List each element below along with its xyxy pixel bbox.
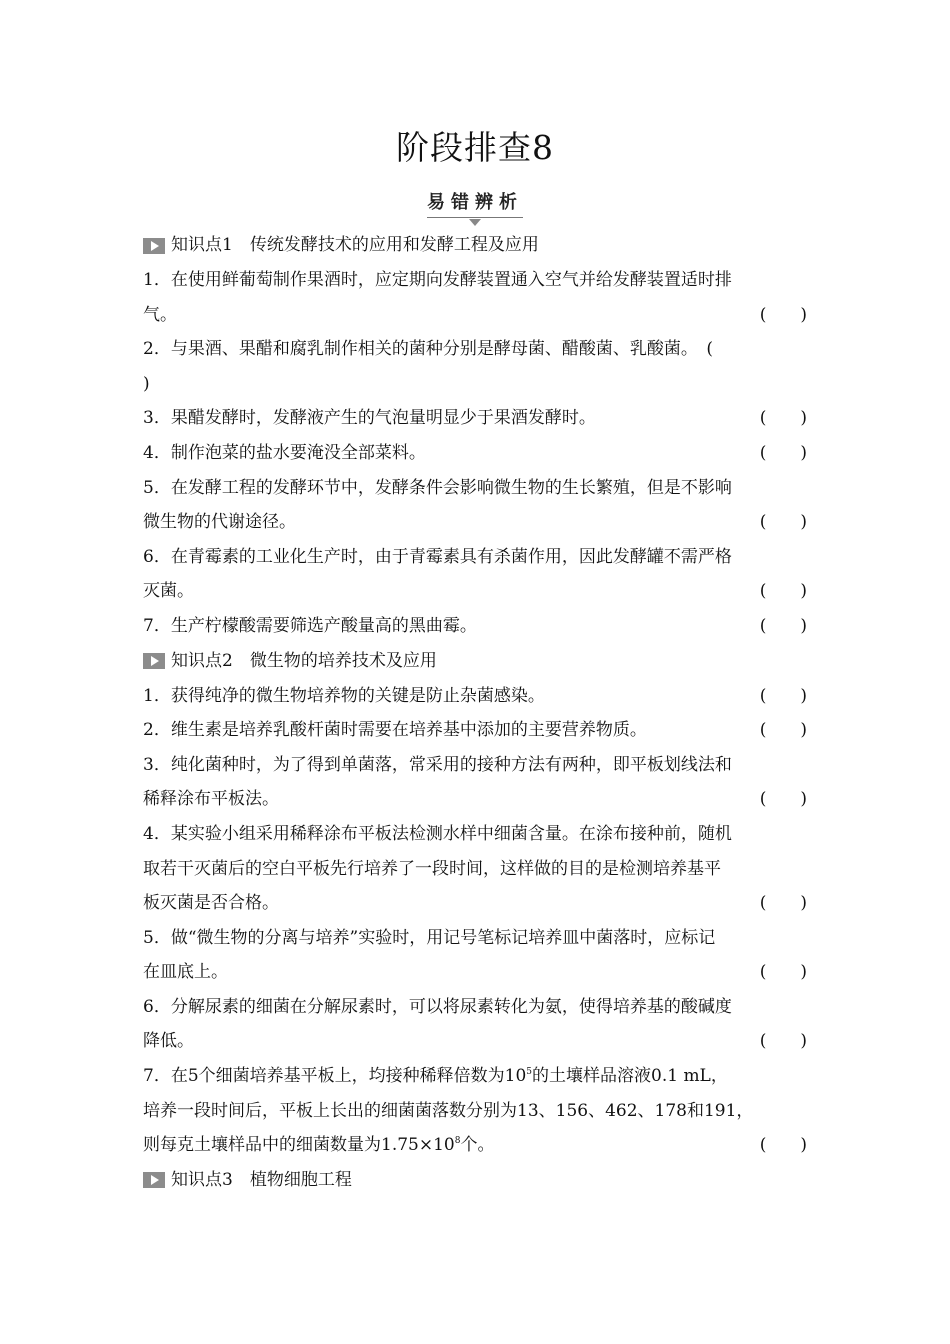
section-badge-wrap [0, 188, 950, 218]
answer-bracket: ( ) [759, 789, 807, 810]
play-icon [143, 653, 165, 669]
question-line [143, 1059, 807, 1094]
answer-bracket: ( ) [759, 1031, 807, 1052]
question-line [143, 263, 807, 298]
play-icon [143, 238, 165, 254]
answer-bracket: ( ) [759, 1135, 807, 1156]
question-text: 7．在5个细菌培养基平板上，均接种稀释倍数为$10^5$的土壤样品溶液0.1 mL， [143, 1066, 728, 1087]
question-item [143, 401, 807, 436]
question-text: 在皿底上。 [143, 962, 228, 983]
answer-bracket: ( ) [759, 685, 807, 706]
answer-bracket: ( ) [759, 615, 807, 636]
answer-bracket: ( ) [759, 408, 807, 429]
question-text: 取若干灭菌后的空白平板先行培养了一段时间，这样做的目的是检测培养基平 [143, 858, 721, 879]
question-item [143, 817, 807, 921]
question-text: 6．在青霉素的工业化生产时，由于青霉素具有杀菌作用，因此发酵罐不需严格 [143, 546, 732, 567]
question-line [143, 401, 807, 436]
question-line [143, 1094, 807, 1129]
section-badge [427, 188, 523, 218]
answer-bracket: ( ) [759, 512, 807, 533]
question-line [143, 505, 807, 540]
question-item [143, 748, 807, 817]
answer-bracket: ( ) [759, 304, 807, 325]
question-item [143, 540, 807, 609]
exponent: 8 [454, 1136, 461, 1147]
question-item [143, 990, 807, 1059]
question-text: 气。 [143, 304, 177, 325]
question-item [143, 436, 807, 471]
question-item [143, 332, 807, 401]
question-line [143, 921, 807, 956]
question-line [143, 298, 807, 333]
question-line [143, 1024, 807, 1059]
question-line [143, 367, 807, 402]
question-text: 2．与果酒、果醋和腐乳制作相关的菌种分别是酵母菌、醋酸菌、乳酸菌。 ( [143, 339, 713, 360]
question-text: 则每克土壤样品中的细菌数量为$1.75\times 10^8$个。 [143, 1135, 495, 1156]
knowledge-point-heading [143, 228, 807, 263]
question-line [143, 1128, 807, 1163]
question-line [143, 436, 807, 471]
badge-label: 易错辨析 [427, 192, 523, 213]
question-item [143, 921, 807, 990]
question-item [143, 609, 807, 644]
question-line [143, 713, 807, 748]
question-text: 板灭菌是否合格。 [143, 893, 279, 914]
question-text: 1．获得纯净的微生物培养物的关键是防止杂菌感染。 [143, 685, 545, 706]
question-text: 3．果醋发酵时，发酵液产生的气泡量明显少于果酒发酵时。 [143, 408, 596, 429]
question-text: 2．维生素是培养乳酸杆菌时需要在培养基中添加的主要营养物质。 [143, 720, 647, 741]
question-text: 6．分解尿素的细菌在分解尿素时，可以将尿素转化为氨，使得培养基的酸碱度 [143, 996, 732, 1017]
question-text: 稀释涂布平板法。 [143, 789, 279, 810]
answer-bracket: ( ) [759, 962, 807, 983]
question-line [143, 886, 807, 921]
question-line [143, 782, 807, 817]
question-line [143, 990, 807, 1025]
page-title: 阶段排查8 [396, 128, 554, 167]
knowledge-point-title: 知识点2 微生物的培养技术及应用 [171, 650, 437, 671]
question-line [143, 540, 807, 575]
badge-arrow-icon [469, 219, 481, 226]
question-text: 4．制作泡菜的盐水要淹没全部菜料。 [143, 442, 426, 463]
question-line [143, 332, 807, 367]
knowledge-point-heading [143, 1163, 807, 1198]
question-text: 5．做“微生物的分离与培养”实验时，用记号笔标记培养皿中菌落时，应标记 [143, 927, 716, 948]
question-text: ) [143, 373, 150, 394]
question-text: 培养一段时间后，平板上长出的细菌菌落数分别为13、156、462、178和191， [143, 1100, 754, 1121]
knowledge-point-title: 知识点3 植物细胞工程 [171, 1169, 352, 1190]
question-text: 7．生产柠檬酸需要筛选产酸量高的黑曲霉。 [143, 615, 477, 636]
question-list [143, 228, 807, 1198]
question-text: 4．某实验小组采用稀释涂布平板法检测水样中细菌含量。在涂布接种前，随机 [143, 823, 732, 844]
question-text: 微生物的代谢途径。 [143, 512, 296, 533]
answer-bracket: ( ) [759, 581, 807, 602]
question-item [143, 471, 807, 540]
question-line [143, 574, 807, 609]
question-text: 5．在发酵工程的发酵环节中，发酵条件会影响微生物的生长繁殖，但是不影响 [143, 477, 732, 498]
question-item [143, 263, 807, 332]
question-item [143, 679, 807, 714]
answer-bracket: ( ) [759, 893, 807, 914]
question-line [143, 817, 807, 852]
exponent: 5 [526, 1067, 532, 1078]
question-line [143, 748, 807, 783]
question-line [143, 471, 807, 506]
question-text: 1．在使用鲜葡萄制作果酒时，应定期向发酵装置通入空气并给发酵装置适时排 [143, 270, 732, 290]
question-line [143, 852, 807, 887]
knowledge-point-heading [143, 644, 807, 679]
question-line [143, 679, 807, 714]
answer-bracket: ( ) [759, 442, 807, 463]
question-item [143, 1059, 807, 1163]
knowledge-point-title: 知识点1 传统发酵技术的应用和发酵工程及应用 [171, 235, 539, 255]
question-text: 3．纯化菌种时，为了得到单菌落，常采用的接种方法有两种，即平板划线法和 [143, 754, 732, 775]
play-icon [143, 1172, 165, 1188]
question-line [143, 955, 807, 990]
question-text: 降低。 [143, 1031, 194, 1052]
answer-bracket: ( ) [759, 720, 807, 741]
question-text: 灭菌。 [143, 581, 194, 602]
question-line [143, 609, 807, 644]
question-item [143, 713, 807, 748]
